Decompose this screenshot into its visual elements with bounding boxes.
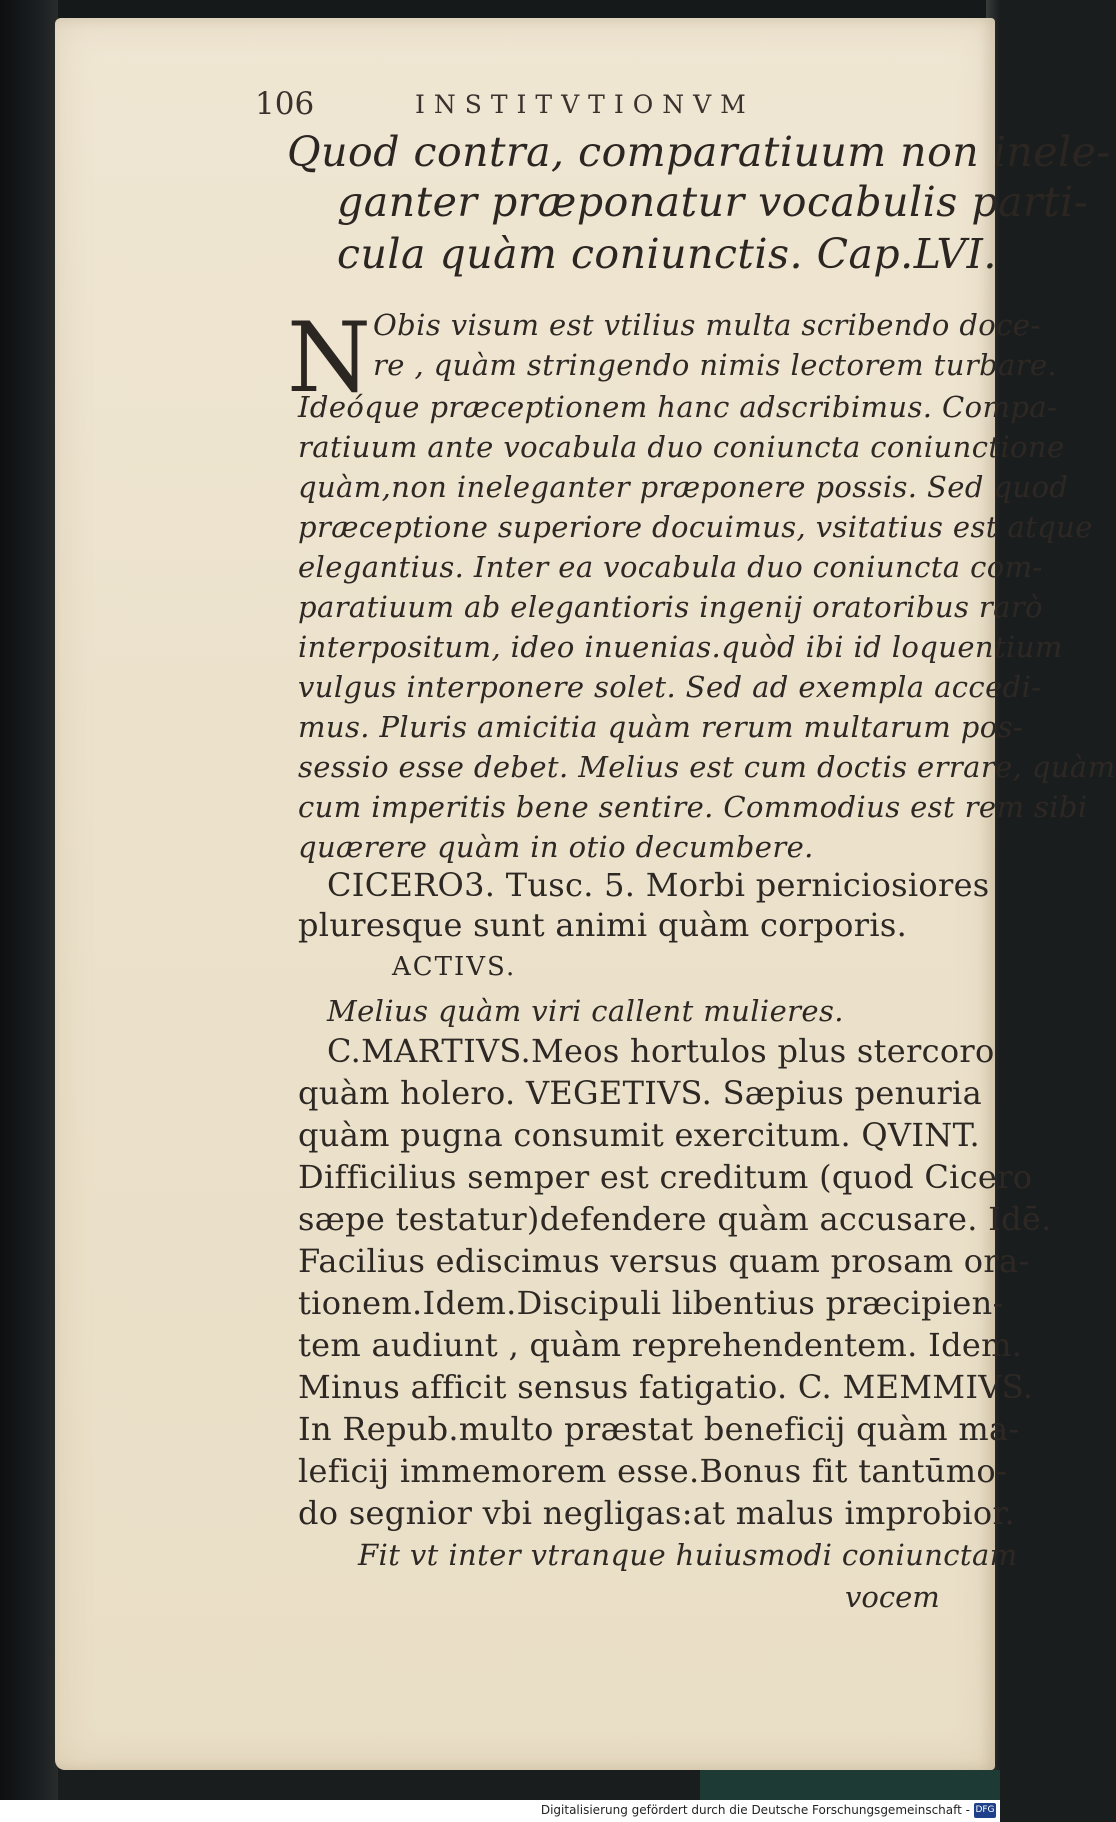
paragraph-line: quàm pugna consumit exercitum. QVINT. — [298, 1116, 980, 1154]
chapter-title-line-3: cula quàm coniunctis. Cap.LVI. — [337, 230, 997, 278]
paragraph-line: Minus afficit sensus fatigatio. C. MEMMIVS. — [298, 1368, 1034, 1406]
paragraph-line: paratiuum ab elegantioris ingenij oratoribus rarò — [298, 590, 1043, 624]
paragraph-line: C.MARTIVS.Meos hortulos plus stercoro — [327, 1032, 995, 1070]
chapter-title-line-1: Quod contra, comparatiuum non inele- — [287, 128, 1111, 176]
paragraph-line: In Repub.multo præstat beneficij quàm ma- — [298, 1410, 1020, 1448]
paragraph-line: quærere quàm in otio decumbere. — [298, 830, 814, 864]
paragraph-line: interpositum, ideo inuenias.quòd ibi id loquentium — [298, 630, 1063, 664]
paragraph-line: leficij immemorem esse.Bonus fit tantūmo- — [298, 1452, 1008, 1490]
paragraph-line: sessio esse debet. Melius est cum doctis errare, quàm — [298, 750, 1116, 784]
book-board-bottom — [700, 1770, 1000, 1800]
paragraph-line: quàm,non ineleganter præponere possis. Sed quod — [298, 470, 1069, 504]
paragraph-line: Difficilius semper est creditum (quod Cicero — [298, 1158, 1033, 1196]
paragraph-line: præceptione superiore docuimus, vsitatius est atque — [298, 510, 1093, 544]
footer-credit: Digitalisierung gefördert durch die Deutsche Forschungsgemeinschaft - — [540, 1803, 970, 1817]
catchword: vocem — [845, 1580, 940, 1614]
citation-line: CICERO3. Tusc. 5. Morbi perniciosiores — [327, 866, 990, 904]
book-spine — [0, 0, 58, 1822]
paragraph-line: Obis visum est vtilius multa scribendo doce- — [373, 308, 1041, 342]
paragraph-line: mus. Pluris amicitia quàm rerum multarum pos- — [298, 710, 1024, 744]
paragraph-line: Ideóque præceptionem hanc adscribimus. Compa- — [298, 390, 1058, 424]
paragraph-line: re , quàm stringendo nimis lectorem turbare. — [373, 348, 1058, 382]
paragraph-line: do segnior vbi negligas:at malus improbior. — [298, 1494, 1016, 1532]
paragraph-line: tionem.Idem.Discipuli libentius præcipien- — [298, 1284, 1004, 1322]
paragraph-line: Facilius ediscimus versus quam prosam ora- — [298, 1242, 1030, 1280]
drop-capital: N — [287, 302, 371, 414]
page-number: 106 — [255, 86, 315, 122]
paragraph-line: quàm holero. VEGETIVS. Sæpius penuria — [298, 1074, 982, 1112]
final-paragraph-line: Fit vt inter vtranque huiusmodi coniunctam — [358, 1538, 1018, 1572]
paragraph-line: cum imperitis bene sentire. Commodius est rem sibi — [298, 790, 1088, 824]
paragraph-line: sæpe testatur)defendere quàm accusare. Idē. — [298, 1200, 1052, 1238]
paragraph-line: elegantius. Inter ea vocabula duo coniuncta com- — [298, 550, 1043, 584]
paragraph-line: ratiuum ante vocabula duo coniuncta coniunctione — [298, 430, 1065, 464]
paragraph-line: vulgus interponere solet. Sed ad exempla accedi- — [298, 670, 1042, 704]
quote-line: Melius quàm viri callent mulieres. — [327, 994, 844, 1028]
dfg-logo-icon: DFG — [974, 1803, 996, 1818]
paragraph-line: tem audiunt , quàm reprehendentem. Idem. — [298, 1326, 1023, 1364]
chapter-title-line-2: ganter præponatur vocabulis parti- — [337, 178, 1089, 226]
book-page — [55, 18, 1116, 1770]
running-head: INSTITVTIONVM — [415, 90, 755, 119]
author-heading: ACTIVS. — [392, 952, 517, 982]
citation-line: pluresque sunt animi quàm corporis. — [298, 906, 908, 944]
